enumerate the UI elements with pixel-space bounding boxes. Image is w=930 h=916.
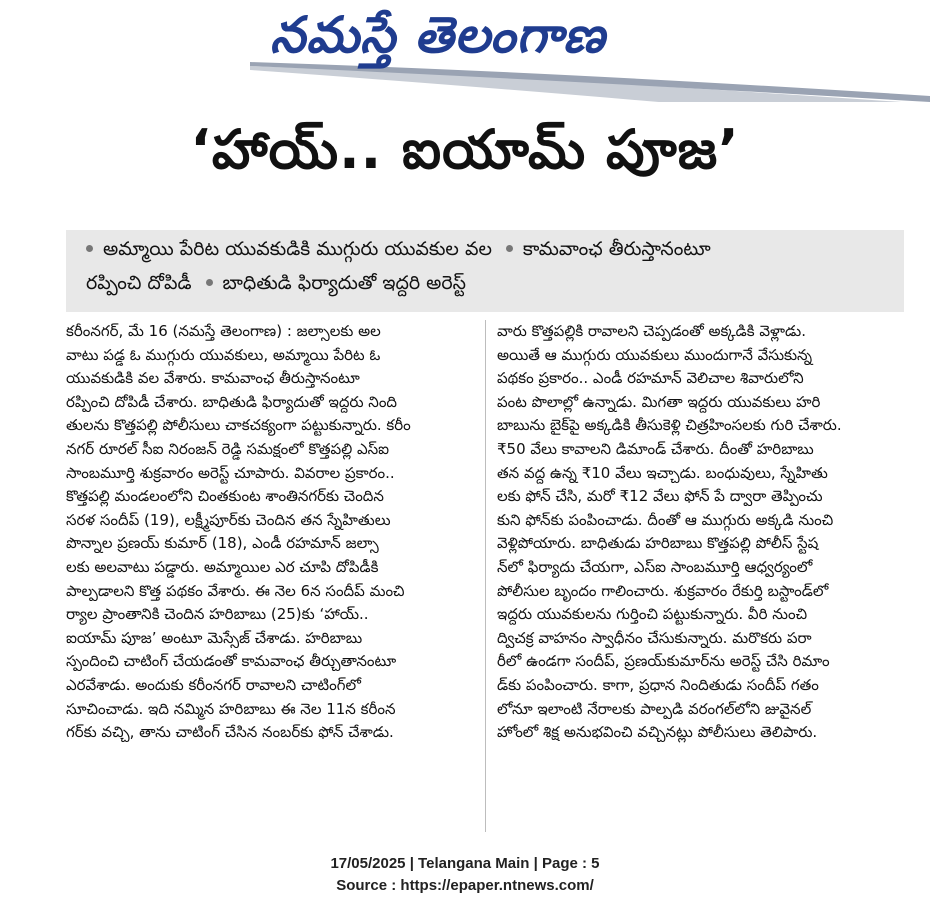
article-text-line: లకు అలవాటు పడ్డారు. అమ్మాయిల ఎర చూపి దోపిడీకి xyxy=(66,557,379,576)
footer-source: Source : https://epaper.ntnews.com/ xyxy=(336,877,594,894)
article-text-line: వారు కొత్తపల్లికి రావాలని చెప్పడంతో అక్కడికి వెళ్లాడు. xyxy=(497,322,807,340)
article-text-line: ర్యాల ప్రాంతానికి చెందిన హరిబాబు (25)కు ‘హాయ్‌.. xyxy=(66,605,369,624)
subhead-line-1 xyxy=(86,238,711,265)
column-divider xyxy=(485,320,486,832)
article-text-line: ద్విచక్ర వాహనం స్వాధీనం చేసుకున్నారు. మరొకరు పరా xyxy=(497,628,812,647)
article-text-line: సాంబమూర్తి శుక్రవారం అరెస్ట్‌ చూపారు. వివరాల ప్రకారం.. xyxy=(66,463,395,482)
article-text-line: పథకం ప్రకారం.. ఎండీ రహమాన్‌ వెలిచాల శివారులోని xyxy=(497,369,804,388)
article-text-line: అయితే ఆ ముగ్గురు యువకులు ముందుగానే వేసుకున్న xyxy=(497,345,813,364)
article-text-line: హోంలో శిక్ష అనుభవించి వచ్చినట్లు పోలీసులు తెలిపారు. xyxy=(497,723,818,742)
article-text-line: తులను కొత్తపల్లి పోలీసులు చాకచక్యంగా పట్టుకున్నారు. కరీం xyxy=(66,416,411,435)
article-text-line: కొత్తపల్లి మండలంలోని చింతకుంట శాంతినగర్‌కు చెందిన xyxy=(66,487,384,506)
subhead-line-2 xyxy=(86,272,466,299)
article-text-line: వెళ్లిపోయారు. బాధితుడు హరిబాబు కొత్తపల్లి పోలీస్‌ స్టేష xyxy=(497,534,819,553)
article-text-line: కరీంనగర్‌, మే 16 (నమస్తే తెలంగాణ) : జల్సాలకు అల xyxy=(66,322,381,340)
article-headline: ‘హాయ్‌.. ఐయామ్‌ పూజ’ xyxy=(190,118,740,181)
article-text-line: యువకుడికి వల వేశారు. కామవాంఛ తీరుస్తానంటూ xyxy=(66,369,360,388)
newspaper-logo: నమస్తే తెలంగాణ xyxy=(270,6,606,64)
article-text-line: న్‌లో ఫిర్యాదు చేయగా, ఎస్‌ఐ సాంబమూర్తి ఆధ్వర్యంలో xyxy=(497,557,813,576)
article-text-line: బాబును బైక్‌పై అక్కడికి తీసుకెళ్లి చిత్రహింసలకు గురి చేశారు. xyxy=(497,416,842,435)
article-text-line: రప్పించి దోపిడీ చేశారు. బాధితుడి ఫిర్యాదుతో ఇద్దరు నింది xyxy=(66,392,398,411)
article-text-line: వాటు పడ్డ ఓ ముగ్గురు యువకులు, అమ్మాయి పేరిట ఓ xyxy=(66,345,381,364)
article-text-line: సరళ సందీప్‌ (19), లక్ష్మీపూర్‌కు చెందిన తన స్నేహితులు xyxy=(66,510,391,529)
bullet-icon xyxy=(506,245,513,252)
article-text-line: గర్‌కు వచ్చి, తాను చాటింగ్‌ చేసిన నంబర్‌కు ఫోన్‌ చేశాడు. xyxy=(66,723,394,742)
article-column-right xyxy=(497,320,905,745)
article-text-line: ఐయామ్‌ పూజ’ అంటూ మెస్సేజ్‌ చేశాడు. హరిబాబు xyxy=(66,628,363,647)
article-text-line: పొన్నాల ప్రణయ్‌ కుమార్‌ (18), ఎండీ రహమాన్‌ జల్సా xyxy=(66,534,379,553)
subhead-text: రప్పించి దోపిడీ xyxy=(86,272,192,294)
article-text-line: డ్‌కు పంపించారు. కాగా, ప్రధాన నిందితుడు సందీప్‌ గతం xyxy=(497,675,819,694)
masthead xyxy=(0,0,930,102)
article-text-line: లోనూ ఇలాంటి నేరాలకు పాల్పడి వరంగల్‌లోని జువైనల్‌ xyxy=(497,699,812,718)
article-column-left xyxy=(66,320,474,745)
article-text-line: స్పందించి చాటింగ్‌ చేయడంతో కామవాంఛ తీర్చుతానంటూ xyxy=(66,652,397,671)
article-text-line: లకు ఫోన్‌ చేసి, మరో ₹12 వేలు ఫోన్‌ పే ద్వారా తెప్పించు xyxy=(497,487,823,506)
article-text-line: కుని ఫోన్‌కు పంపించాడు. దీంతో ఆ ముగ్గురు అక్కడి నుంచి xyxy=(497,510,834,529)
article-text-line: సూచించాడు. ఇది నమ్మిన హరిబాబు ఈ నెల 11న కరీంన xyxy=(66,699,396,718)
article-text-line: పంట పొలాల్లో ఉన్నాడు. మిగతా ఇద్దరు యువకులు హరి xyxy=(497,392,821,411)
article-text-line: ₹50 వేలు కావాలని డిమాండ్‌ చేశారు. దీంతో హరిబాబు xyxy=(497,439,814,458)
subhead-text: బాధితుడి ఫిర్యాదుతో ఇద్దరి అరెస్ట్‌ xyxy=(222,272,466,294)
article-text-line: రీలో ఉండగా సందీప్‌, ప్రణయ్‌కుమార్‌ను అరెస్ట్‌ చేసి రిమాం xyxy=(497,652,830,671)
article-text-line: నగర్‌ రూరల్‌ సీఐ నిరంజన్‌ రెడ్డి సమక్షంలో కొత్తపల్లి ఎస్‌ఐ xyxy=(66,439,390,458)
bullet-icon xyxy=(206,279,213,286)
article-text-line: ఎరవేశాడు. అందుకు కరీంనగర్‌ రావాలని చాటింగ్‌లో xyxy=(66,675,361,694)
subhead-text: అమ్మాయి పేరిట యువకుడికి ముగ్గురు యువకుల వల xyxy=(103,238,492,260)
article-text-line: ఇద్దరు యువకులను గుర్తించి పట్టుకున్నారు. వీరి నుంచి xyxy=(497,605,808,624)
article-text-line: పోలీసుల బృందం గాలించారు. శుక్రవారం రేకుర్తి బస్టాండ్‌లో xyxy=(497,581,829,600)
article-text-line: పాల్పడాలని కొత్త పథకం వేశారు. ఈ నెల 6న సందీప్‌ మంచి xyxy=(66,581,405,600)
subhead-text: కామవాంఛ తీరుస్తానంటూ xyxy=(522,238,711,260)
bullet-icon xyxy=(86,245,93,252)
footer-edition-info: 17/05/2025 | Telangana Main | Page : 5 xyxy=(330,855,600,872)
article-text-line: తన వద్ద ఉన్న ₹10 వేలు ఇచ్చాడు. బంధువులు, స్నేహితు xyxy=(497,463,828,482)
